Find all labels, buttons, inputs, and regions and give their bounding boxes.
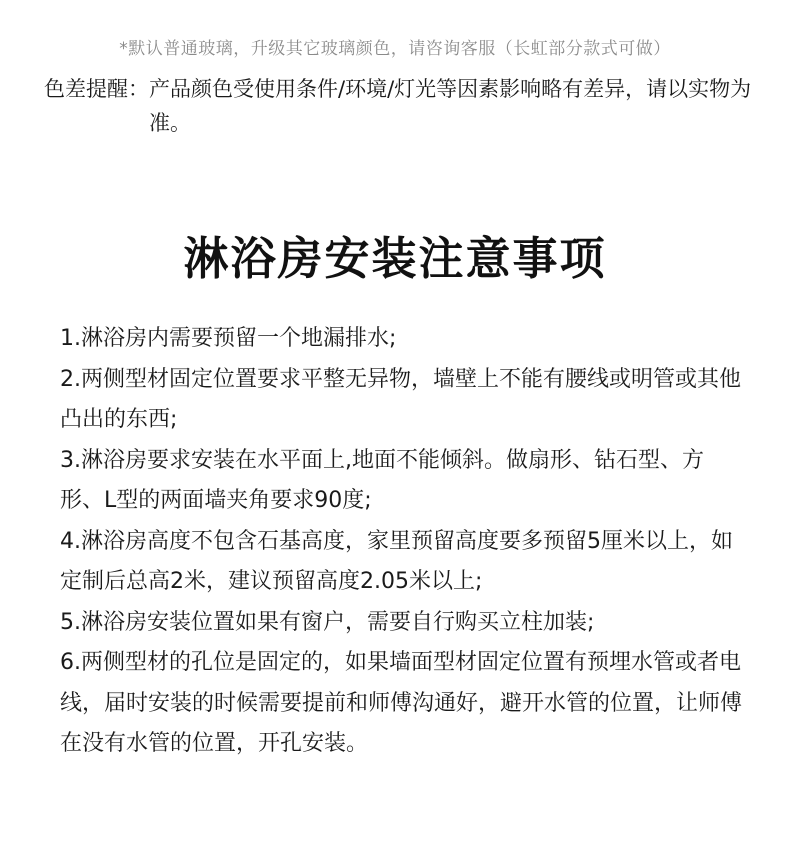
- note-item-6: 6.两侧型材的孔位是固定的，如果墙面型材固定位置有预埋水管或者电线，届时安装的时候需要提前和师傅沟通好，避开水管的位置，让师傅在没有水管的位置，开孔安装。: [60, 650, 743, 756]
- installation-notes-list: [60, 319, 745, 765]
- note-item-2: 2.两侧型材固定位置要求平整无异物，墙壁上不能有腰线或明管或其他凸出的东西;: [60, 366, 741, 432]
- note-item-3: 3.淋浴房要求安装在水平面上,地面不能倾斜。做扇形、钻石型、方形、L型的两面墙夹角要求90度;: [60, 447, 704, 513]
- note-item-4: 4.淋浴房高度不包含石基高度，家里预留高度要多预留5厘米以上，如定制后总高2米，建议预留高度2.05米以上;: [60, 528, 733, 594]
- color-warning-label: 色差提醒：: [44, 77, 149, 101]
- section-title: 淋浴房安装注意事项: [183, 232, 607, 285]
- color-warning-text: 产品颜色受使用条件/环境/灯光等因素影响略有差异，请以实物为准。: [149, 77, 752, 135]
- glass-upgrade-note: *默认普通玻璃，升级其它玻璃颜色，请咨询客服（长虹部分款式可做）: [119, 39, 671, 59]
- color-difference-warning: [44, 72, 764, 140]
- note-item-1: 1.淋浴房内需要预留一个地漏排水;: [60, 326, 397, 351]
- note-item-5: 5.淋浴房安装位置如果有窗户，需要自行购买立柱加装;: [60, 609, 595, 635]
